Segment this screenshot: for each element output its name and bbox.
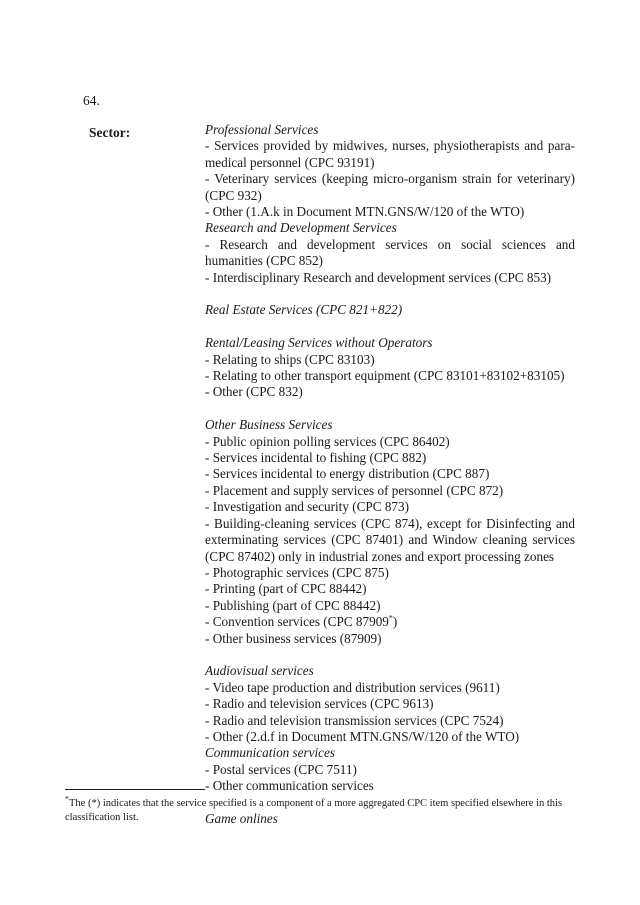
- section-heading: Research and Development Services: [205, 220, 397, 236]
- section-spacer: [205, 401, 575, 417]
- page-number: 64.: [83, 93, 100, 108]
- section-heading: Real Estate Services (CPC 821+822): [205, 302, 403, 318]
- footnote-divider: [65, 789, 205, 790]
- section-heading: Audiovisual services: [205, 663, 314, 679]
- service-item: - Postal services (CPC 7511): [205, 761, 357, 777]
- service-item: - Printing (part of CPC 88442): [205, 581, 367, 597]
- service-item: - Other (CPC 832): [205, 384, 303, 400]
- section-spacer: [205, 647, 575, 663]
- service-item: - Public opinion polling services (CPC 86402): [205, 433, 450, 449]
- service-item: - Relating to ships (CPC 83103): [205, 351, 375, 367]
- service-item: - Research and development services on social sciences and humanities (CPC 852): [205, 236, 575, 269]
- service-item: - Radio and television transmission services (CPC 7524): [205, 712, 504, 728]
- service-item: - Other (1.A.k in Document MTN.GNS/W/120 of the WTO): [205, 204, 525, 220]
- section-spacer: [205, 286, 575, 302]
- service-item: - Services incidental to energy distribution (CPC 887): [205, 466, 490, 482]
- section-heading: Professional Services: [205, 122, 319, 137]
- service-item: - Services incidental to fishing (CPC 882): [205, 450, 427, 466]
- service-item: - Relating to other transport equipment (CPC 83101+83102+83105): [205, 368, 565, 384]
- section-spacer: [205, 319, 575, 335]
- service-item: - Radio and television services (CPC 9613): [205, 696, 434, 712]
- service-item: - Convention services (CPC 87909*): [205, 613, 398, 630]
- service-item: - Video tape production and distribution services (9611): [205, 679, 500, 695]
- service-item: - Other (2.d.f in Document MTN.GNS/W/120 of the WTO): [205, 728, 520, 744]
- service-item: - Photographic services (CPC 875): [205, 564, 389, 580]
- service-item: - Interdisciplinary Research and development services (CPC 853): [205, 269, 552, 285]
- service-item: - Other communication services: [205, 778, 374, 794]
- section-heading: Rental/Leasing Services without Operators: [205, 335, 433, 351]
- footnote: *The (*) indicates that the service specified is a component of a more aggregated CPC item specified elsewhere in this classification list.: [65, 794, 563, 823]
- service-item: - Other business services (87909): [205, 630, 382, 646]
- section-heading: Other Business Services: [205, 417, 333, 433]
- service-item: - Placement and supply services of personnel (CPC 872): [205, 482, 504, 498]
- sector-label: Sector:: [89, 125, 131, 140]
- service-item: - Services provided by midwives, nurses, physiotherapists and para-medical personnel (CPC 93191): [205, 138, 575, 170]
- service-item: - Building-cleaning services (CPC 874), except for Disinfecting and exterminating services (CPC 87401) and Window cleaning services (CPC 87402) only in industrial zones and export processing zones: [205, 515, 575, 564]
- sector-content: [205, 122, 575, 827]
- section-heading: Communication services: [205, 745, 336, 761]
- section-heading: Game onlines: [205, 810, 278, 826]
- service-item: - Veterinary services (keeping micro-organism strain for veterinary) (CPC 932): [205, 171, 575, 203]
- service-item: - Investigation and security (CPC 873): [205, 499, 410, 515]
- service-item: - Publishing (part of CPC 88442): [205, 597, 381, 613]
